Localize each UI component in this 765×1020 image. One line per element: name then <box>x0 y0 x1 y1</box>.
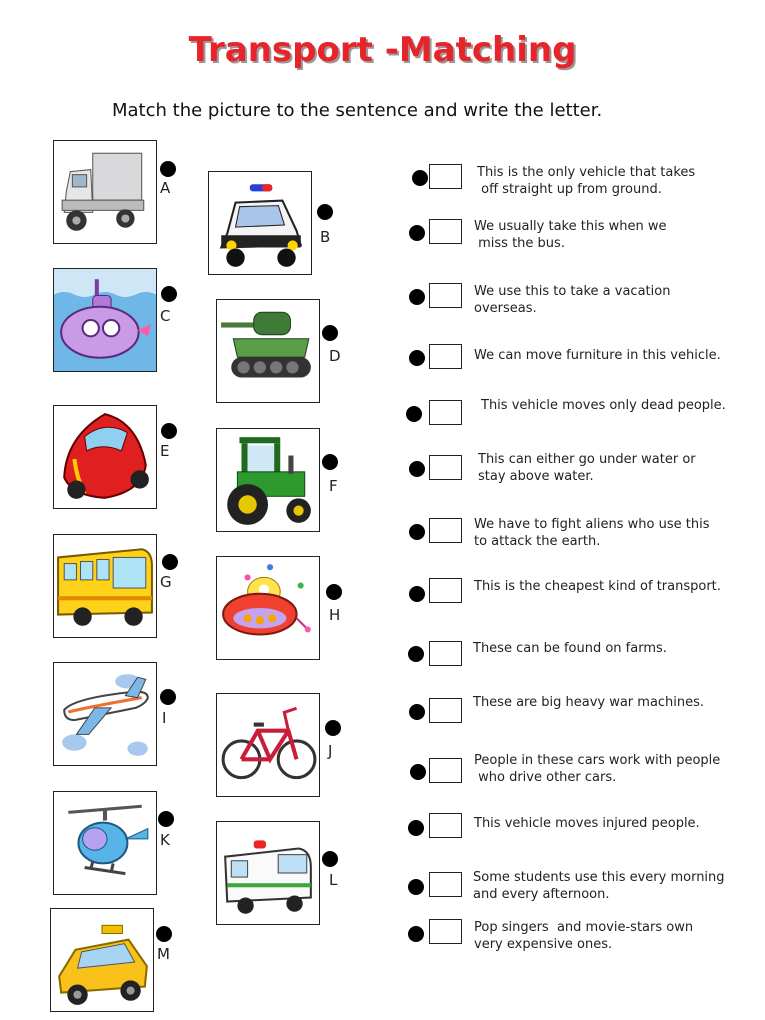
sentence-13: Some students use this every morning and every afternoon. <box>473 870 725 902</box>
picture-e-sports-car <box>53 405 157 509</box>
answer-dot-j[interactable] <box>325 720 341 736</box>
picture-f-tractor <box>216 428 320 532</box>
submarine-icon <box>54 269 156 371</box>
picture-c-submarine <box>53 268 157 372</box>
answer-dot-m[interactable] <box>156 926 172 942</box>
bicycle-icon <box>217 694 319 796</box>
picture-letter-b: B <box>320 228 331 246</box>
answer-dot-c[interactable] <box>161 286 177 302</box>
answer-dot-h[interactable] <box>326 584 342 600</box>
sentence-7: We have to fight aliens who use this to attack the earth. <box>474 517 710 549</box>
tank-icon <box>217 300 319 402</box>
sentence-6: This can either go under water or stay above water. <box>478 452 696 484</box>
picture-letter-l: L <box>329 871 338 889</box>
taxi-icon <box>51 909 153 1011</box>
sentence-dot-3[interactable] <box>409 289 425 305</box>
ambulance-icon <box>217 822 319 924</box>
sentence-dot-8[interactable] <box>409 586 425 602</box>
picture-letter-d: D <box>329 347 341 365</box>
ufo-icon <box>217 557 319 659</box>
answer-box-14[interactable] <box>429 919 462 944</box>
sentence-dot-4[interactable] <box>409 350 425 366</box>
answer-box-12[interactable] <box>429 813 462 838</box>
truck-icon <box>54 141 156 243</box>
answer-box-9[interactable] <box>429 641 462 666</box>
answer-box-8[interactable] <box>429 578 462 603</box>
picture-letter-f: F <box>329 477 338 495</box>
picture-i-airplane <box>53 662 157 766</box>
answer-box-3[interactable] <box>429 283 462 308</box>
picture-l-ambulance <box>216 821 320 925</box>
answer-dot-d[interactable] <box>322 325 338 341</box>
answer-dot-a[interactable] <box>160 161 176 177</box>
answer-box-7[interactable] <box>429 518 462 543</box>
sentence-dot-12[interactable] <box>408 820 424 836</box>
bus-icon <box>54 535 156 637</box>
picture-m-taxi <box>50 908 154 1012</box>
sentence-dot-14[interactable] <box>408 926 424 942</box>
page-title: Transport -Matching <box>188 30 577 70</box>
picture-b-police-car <box>208 171 312 275</box>
sentence-dot-5[interactable] <box>406 406 422 422</box>
answer-box-11[interactable] <box>429 758 462 783</box>
picture-letter-i: I <box>162 709 167 727</box>
answer-dot-b[interactable] <box>317 204 333 220</box>
answer-box-4[interactable] <box>429 344 462 369</box>
helicopter-icon <box>54 792 156 894</box>
picture-letter-e: E <box>160 442 170 460</box>
sentence-dot-11[interactable] <box>410 764 426 780</box>
sentence-dot-1[interactable] <box>412 170 428 186</box>
answer-box-13[interactable] <box>429 872 462 897</box>
answer-box-10[interactable] <box>429 698 462 723</box>
picture-letter-m: M <box>157 945 170 963</box>
sentence-dot-6[interactable] <box>409 461 425 477</box>
picture-letter-j: J <box>328 742 333 760</box>
sentence-dot-2[interactable] <box>409 225 425 241</box>
answer-box-2[interactable] <box>429 219 462 244</box>
answer-box-6[interactable] <box>429 455 462 480</box>
answer-box-5[interactable] <box>429 400 462 425</box>
police-car-icon <box>209 172 311 274</box>
picture-letter-k: K <box>160 831 170 849</box>
answer-dot-i[interactable] <box>160 689 176 705</box>
sentence-4: We can move furniture in this vehicle. <box>474 348 721 363</box>
picture-a-truck <box>53 140 157 244</box>
sentence-dot-10[interactable] <box>409 704 425 720</box>
answer-dot-e[interactable] <box>161 423 177 439</box>
sentence-11: People in these cars work with people who drive other cars. <box>474 753 721 785</box>
answer-dot-k[interactable] <box>158 811 174 827</box>
sentence-8: This is the cheapest kind of transport. <box>474 579 721 594</box>
picture-j-bicycle <box>216 693 320 797</box>
picture-letter-a: A <box>160 179 171 197</box>
sentence-2: We usually take this when we miss the bus. <box>474 219 667 251</box>
answer-dot-f[interactable] <box>322 454 338 470</box>
picture-k-helicopter <box>53 791 157 895</box>
sports-car-icon <box>54 406 156 508</box>
sentence-dot-9[interactable] <box>408 646 424 662</box>
answer-box-1[interactable] <box>429 164 462 189</box>
airplane-icon <box>54 663 156 765</box>
picture-letter-c: C <box>160 307 171 325</box>
sentence-3: We use this to take a vacation overseas. <box>474 284 671 316</box>
sentence-10: These are big heavy war machines. <box>473 695 705 710</box>
sentence-1: This is the only vehicle that takes off straight up from ground. <box>477 165 696 197</box>
sentence-9: These can be found on farms. <box>473 641 667 656</box>
sentence-5: This vehicle moves only dead people. <box>481 398 726 413</box>
instruction-text: Match the picture to the sentence and write the letter. <box>112 100 603 121</box>
tractor-icon <box>217 429 319 531</box>
sentence-12: This vehicle moves injured people. <box>474 816 700 831</box>
answer-dot-g[interactable] <box>162 554 178 570</box>
picture-h-ufo <box>216 556 320 660</box>
sentence-14: Pop singers and movie-stars own very expensive ones. <box>474 920 694 952</box>
picture-letter-h: H <box>329 606 341 624</box>
picture-d-tank <box>216 299 320 403</box>
sentence-dot-7[interactable] <box>409 524 425 540</box>
picture-g-bus <box>53 534 157 638</box>
picture-letter-g: G <box>160 573 172 591</box>
answer-dot-l[interactable] <box>322 851 338 867</box>
sentence-dot-13[interactable] <box>408 879 424 895</box>
